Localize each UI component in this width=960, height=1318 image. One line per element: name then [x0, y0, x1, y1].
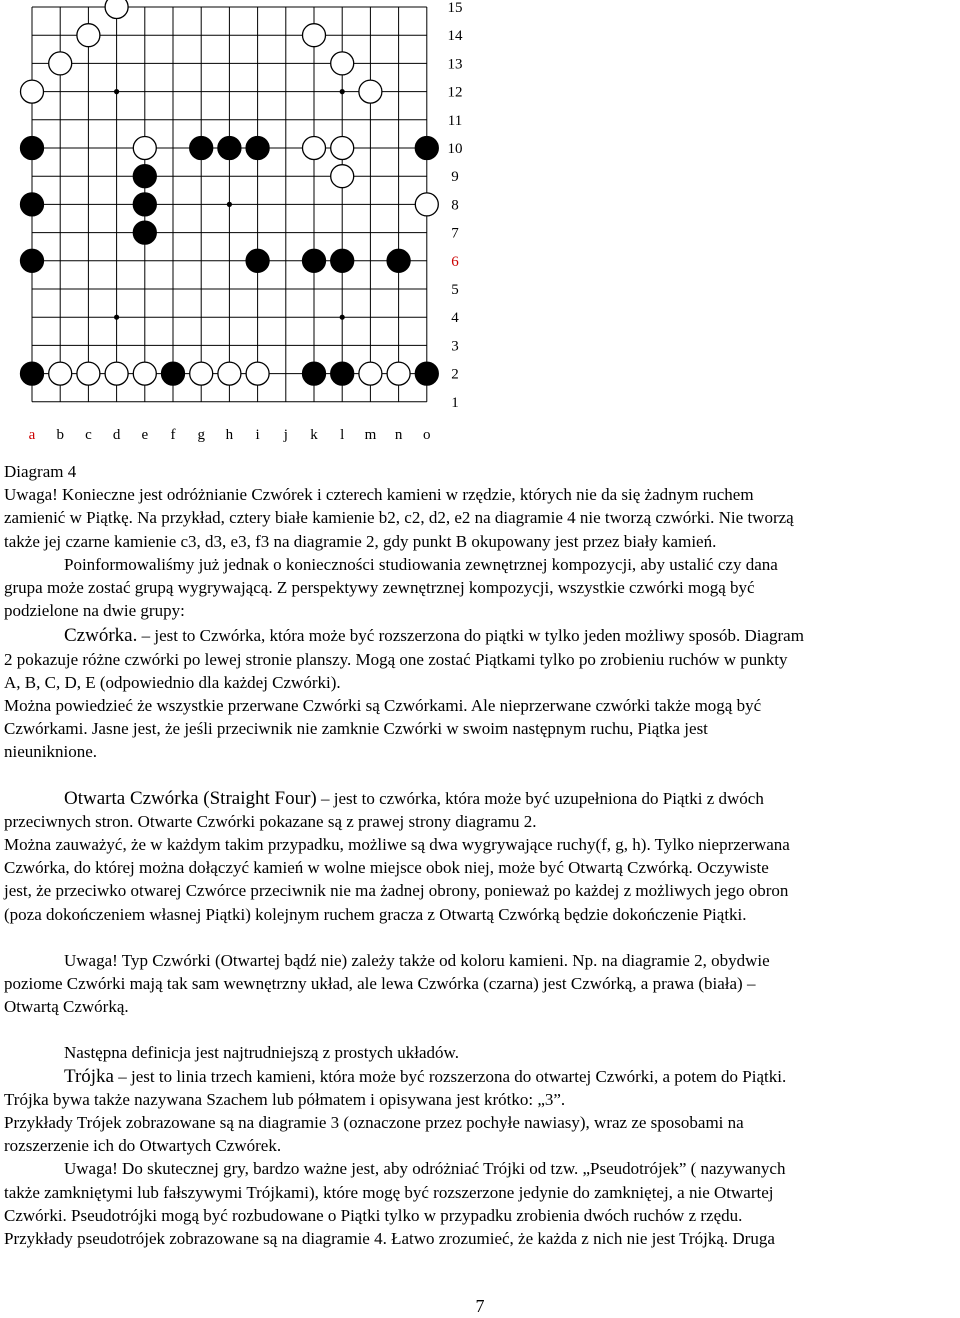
diagram-caption: Diagram 4: [4, 462, 77, 481]
black-stone: [387, 249, 410, 272]
white-stone: [21, 80, 44, 103]
black-stone: [162, 362, 185, 385]
column-label: k: [310, 427, 318, 443]
white-stone: [303, 24, 326, 47]
row-labels: [448, 0, 464, 411]
column-label: a: [28, 427, 36, 443]
star-point: [227, 202, 232, 207]
white-stone: [77, 362, 100, 385]
row-label: 13: [447, 56, 463, 73]
black-stone: [246, 137, 269, 160]
black-stone: [133, 165, 156, 188]
white-stone: [331, 165, 354, 188]
black-stone: [303, 362, 326, 385]
column-label: j: [283, 427, 288, 443]
column-label: e: [141, 427, 149, 443]
row-label: 4: [451, 310, 459, 327]
black-stone: [21, 193, 44, 216]
column-label: o: [423, 427, 431, 443]
page-number: 7: [475, 1296, 485, 1316]
black-stone: [331, 249, 354, 272]
black-stone: [133, 193, 156, 216]
column-label: f: [170, 427, 176, 443]
black-stone: [21, 137, 44, 160]
column-label: i: [255, 427, 260, 443]
black-stone: [415, 137, 438, 160]
row-label: 5: [451, 282, 459, 298]
paragraph-8: Następna definicja jest najtrudniejszą z prostych układów.: [64, 1043, 459, 1063]
row-label: 11: [447, 112, 463, 129]
star-point: [340, 89, 345, 94]
column-label: n: [394, 427, 403, 443]
paragraph-9: Trójka – jest to linia trzech kamieni, która może być rozszerzona do otwartej Czwórki, a potem do Piątki. Trójka bywa także nazywana Szachem lub półmatem i opisywana jest krótko: „3”. Przykłady Trójek zobrazowane są na diagramie 3 (oznaczone przez pochyłe nawiasy), wraz ze sposobami na rozszerzenie ich do Otwartych Czwórek.: [4, 1065, 787, 1156]
white-stone: [415, 193, 438, 216]
white-stone: [105, 362, 128, 385]
white-stone: [246, 362, 269, 385]
paragraph-2: Poinformowaliśmy już jednak o konieczności studiowania zewnętrznej kompozycji, aby ustalić czy dana grupa może zostać grupą wygrywającą. Z perspektywy zewnętrznej kompozycji, wszystkie czwórki mogą być podzielone na dwie grupy:: [4, 554, 778, 621]
row-label: 15: [447, 0, 463, 16]
column-label: b: [56, 427, 64, 443]
row-label: 1: [451, 394, 459, 411]
black-stone: [190, 137, 213, 160]
white-stone: [190, 362, 213, 385]
row-label: 6: [451, 253, 459, 270]
white-stone: [133, 362, 156, 385]
white-stone: [133, 137, 156, 160]
body-text: [4, 460, 954, 1250]
star-point: [114, 89, 119, 94]
black-stone: [303, 249, 326, 272]
term-czworka: Czwórka.: [64, 625, 138, 647]
row-label: 9: [451, 169, 459, 186]
term-otwarta-czworka: Otwarta Czwórka (Straight Four): [64, 787, 317, 809]
column-label: c: [85, 427, 92, 443]
row-label: 7: [451, 225, 459, 242]
white-stone: [77, 24, 100, 47]
column-label: l: [340, 427, 345, 443]
black-stone: [415, 362, 438, 385]
paragraph-6: Można zauważyć, że w każdym takim przypadku, możliwe są dwa wygrywające ruchy(f, g, h). Tylko nieprzerwana Czwórka, do której można dołączyć kamień w wolne miejsce obok niej, może być Otwartą Czwórką. Oczywiste jest, że przeciwko otwarej Czwórce przeciwnik nie ma żadnej obrony, ponieważ po każdej z możliwych jego obron (poza dokończeniem własnej Piątki) kolejnym ruchem gracza z Otwartą Czwórką będzie dokończenie Piątki.: [4, 835, 790, 924]
black-stone: [133, 221, 156, 244]
white-stone: [303, 137, 326, 160]
white-stone: [49, 52, 72, 75]
paragraph-5: Otwarta Czwórka (Straight Four) – jest to czwórka, która może być uzupełniona do Piątki z dwóch przeciwnych stron. Otwarte Czwórki pokazane są z prawej strony diagramu 2.: [4, 787, 764, 831]
gomoku-board: [0, 0, 480, 450]
row-label: 8: [451, 197, 459, 214]
term-trojka: Trójka: [64, 1065, 114, 1087]
white-stone: [49, 362, 72, 385]
paragraph-4: Można powiedzieć że wszystkie przerwane Czwórki są Czwórkami. Ale nieprzerwane czwórki także mogą być Czwórkami. Jasne jest, że jeśli przeciwnik nie zamknie Czwórki w swoim następnym ruchu, Piątka jest nieuniknione.: [4, 696, 762, 762]
paragraph-3: Czwórka. – jest to Czwórka, która może być rozszerzona do piątki w tylko jeden możliwy sposób. Diagram 2 pokazuje różne czwórki po lewej stronie planszy. Mogą one zostać Piątkami tylko po zrobieniu ruchów w punkty A, B, C, D, E (odpowiednio dla każdej Czwórki).: [4, 625, 804, 692]
column-label: m: [364, 427, 377, 443]
white-stone: [218, 362, 241, 385]
row-label: 12: [447, 84, 463, 101]
black-stone: [21, 362, 44, 385]
black-stone: [331, 362, 354, 385]
paragraph-1: Uwaga! Konieczne jest odróżnianie Czwórek i czterech kamieni w rzędzie, których nie da się żadnym ruchem zamienić w Piątkę. Na przykład, cztery białe kamienie b2, c2, d2, e2 na diagramie 4 nie tworzą czwórki. Nie tworzą także jej czarne kamienie c3, d3, e3, f3 na diagramie 2, gdy punkt B okupowany jest przez biały kamień.: [4, 485, 794, 551]
row-label: 14: [447, 28, 463, 45]
column-label: g: [197, 427, 205, 443]
star-point: [340, 315, 345, 320]
white-stone: [331, 52, 354, 75]
white-stone: [105, 0, 128, 19]
paragraph-7: Uwaga! Typ Czwórki (Otwartej bądź nie) zależy także od koloru kamieni. Np. na diagramie 2, obydwie poziome Czwórki mają tak sam wewnętrzny układ, ale lewa Czwórka (czarna) jest Czwórką, a prawa (biała) – Otwartą Czwórką.: [4, 950, 770, 1017]
star-point: [114, 315, 119, 320]
black-stone: [246, 249, 269, 272]
column-label: d: [112, 427, 121, 443]
black-stone: [218, 137, 241, 160]
white-stone: [387, 362, 410, 385]
row-label: 10: [447, 141, 463, 157]
column-labels: [29, 427, 431, 443]
row-label: 3: [451, 338, 459, 355]
white-stone: [331, 137, 354, 160]
black-stone: [21, 249, 44, 272]
column-label: h: [225, 427, 234, 443]
paragraph-10: Uwaga! Do skutecznej gry, bardzo ważne jest, aby odróżniać Trójki od tzw. „Pseudotrójek” ( nazywanych także zamkniętymi lub fałszywymi Trójkami), które mogę być rozszerzone jedynie do zamkniętej, a nie Otwartej Czwórki. Pseudotrójki mogą być rozbudowane o Piątki tylko w przypadku zrobienia dwóch ruchów z rzędu. Przykłady pseudotrójek zobrazowane są na diagramie 4. Łatwo zrozumieć, że każda z nich nie jest Trójką. Druga: [4, 1159, 786, 1249]
white-stone: [359, 362, 382, 385]
white-stone: [359, 80, 382, 103]
row-label: 2: [451, 366, 459, 383]
